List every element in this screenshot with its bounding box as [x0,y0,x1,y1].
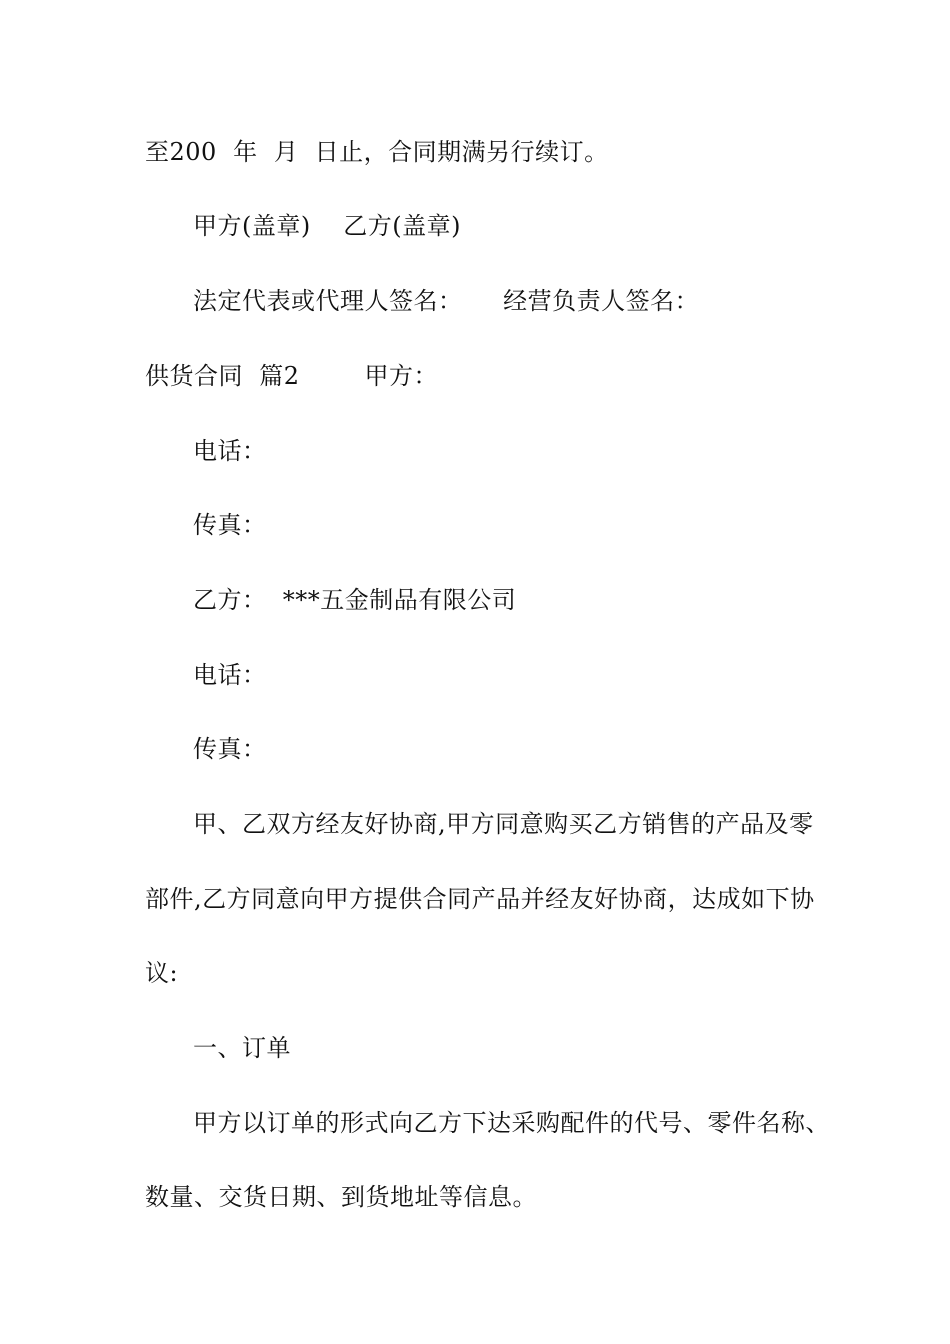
agreement-paragraph-line-3: 议: [145,959,179,987]
party-a-phone: 电话： [193,437,267,465]
party-b-fax: 传真： [193,735,267,763]
agreement-paragraph-line-1: 甲、乙双方经友好协商,甲方同意购买乙方销售的产品及零 [193,810,814,838]
clause-heading-order: 一、订单 [193,1034,291,1062]
agreement-paragraph-line-2: 部件,乙方同意向甲方提供合同产品并经友好协商，达成如下协 [145,885,815,913]
seal-line: 甲方(盖章) 乙方(盖章) [193,212,461,240]
signature-line: 法定代表或代理人签名： 经营负责人签名： [193,287,700,315]
contract-term-line: 至200 年 月 日止，合同期满另行续订。 [145,138,609,166]
order-paragraph-line-1: 甲方以订单的形式向乙方下达采购配件的代号、零件名称、 [193,1109,830,1137]
party-b-name: 乙方： ***五金制品有限公司 [193,586,517,614]
order-paragraph-line-2: 数量、交货日期、到货地址等信息。 [145,1183,537,1211]
section-heading-party-a: 供货合同 篇2 甲方： [145,362,439,390]
party-b-phone: 电话： [193,661,267,689]
party-a-fax: 传真： [193,511,267,539]
